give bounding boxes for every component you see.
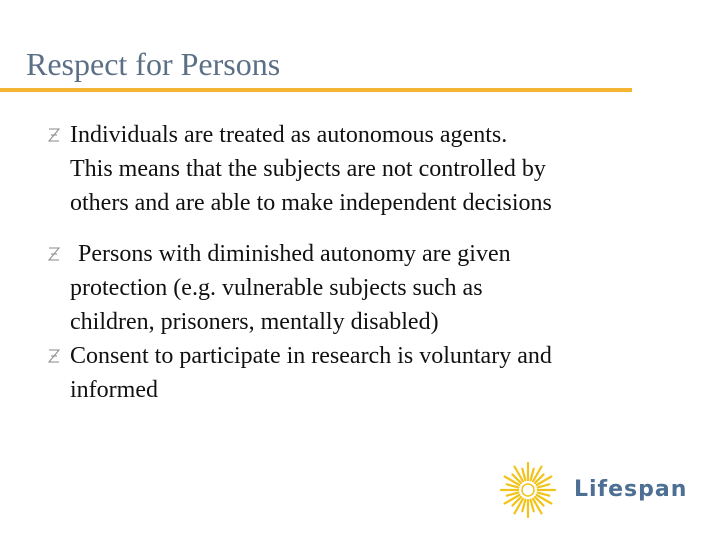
bullet-line: This means that the subjects are not controlled by (70, 156, 546, 182)
bullet-line: children, prisoners, mentally disabled) (70, 309, 439, 335)
z-bullet-icon (48, 127, 60, 143)
sun-ray (507, 493, 519, 496)
slide-title: Respect for Persons (26, 46, 281, 82)
bullet-item (48, 237, 668, 339)
sun-ray (538, 484, 550, 487)
sun-ray (531, 500, 534, 512)
bullet-list (48, 118, 668, 407)
lifespan-logo (498, 460, 688, 520)
logo-text: Lifespan (574, 477, 688, 502)
bullet-line: others and are able to make independent decisions (70, 190, 552, 216)
bullet-line: Persons with diminished autonomy are given (78, 241, 511, 267)
z-bullet-icon (48, 348, 60, 364)
bullet-item (48, 118, 668, 220)
sun-ray (522, 469, 525, 481)
sunburst-logo-icon (498, 460, 558, 520)
bullet-line: protection (e.g. vulnerable subjects such as (70, 275, 483, 301)
z-bullet-icon (48, 246, 60, 262)
sun-ray (507, 484, 519, 487)
title-divider (0, 88, 632, 92)
sun-ray (531, 469, 534, 481)
bullet-line: Consent to participate in research is voluntary and (70, 343, 552, 369)
bullet-item (48, 339, 668, 407)
sun-ray (538, 493, 550, 496)
bullet-line: Individuals are treated as autonomous agents. (70, 122, 508, 148)
sun-ray (522, 500, 525, 512)
bullet-line: informed (70, 377, 158, 403)
